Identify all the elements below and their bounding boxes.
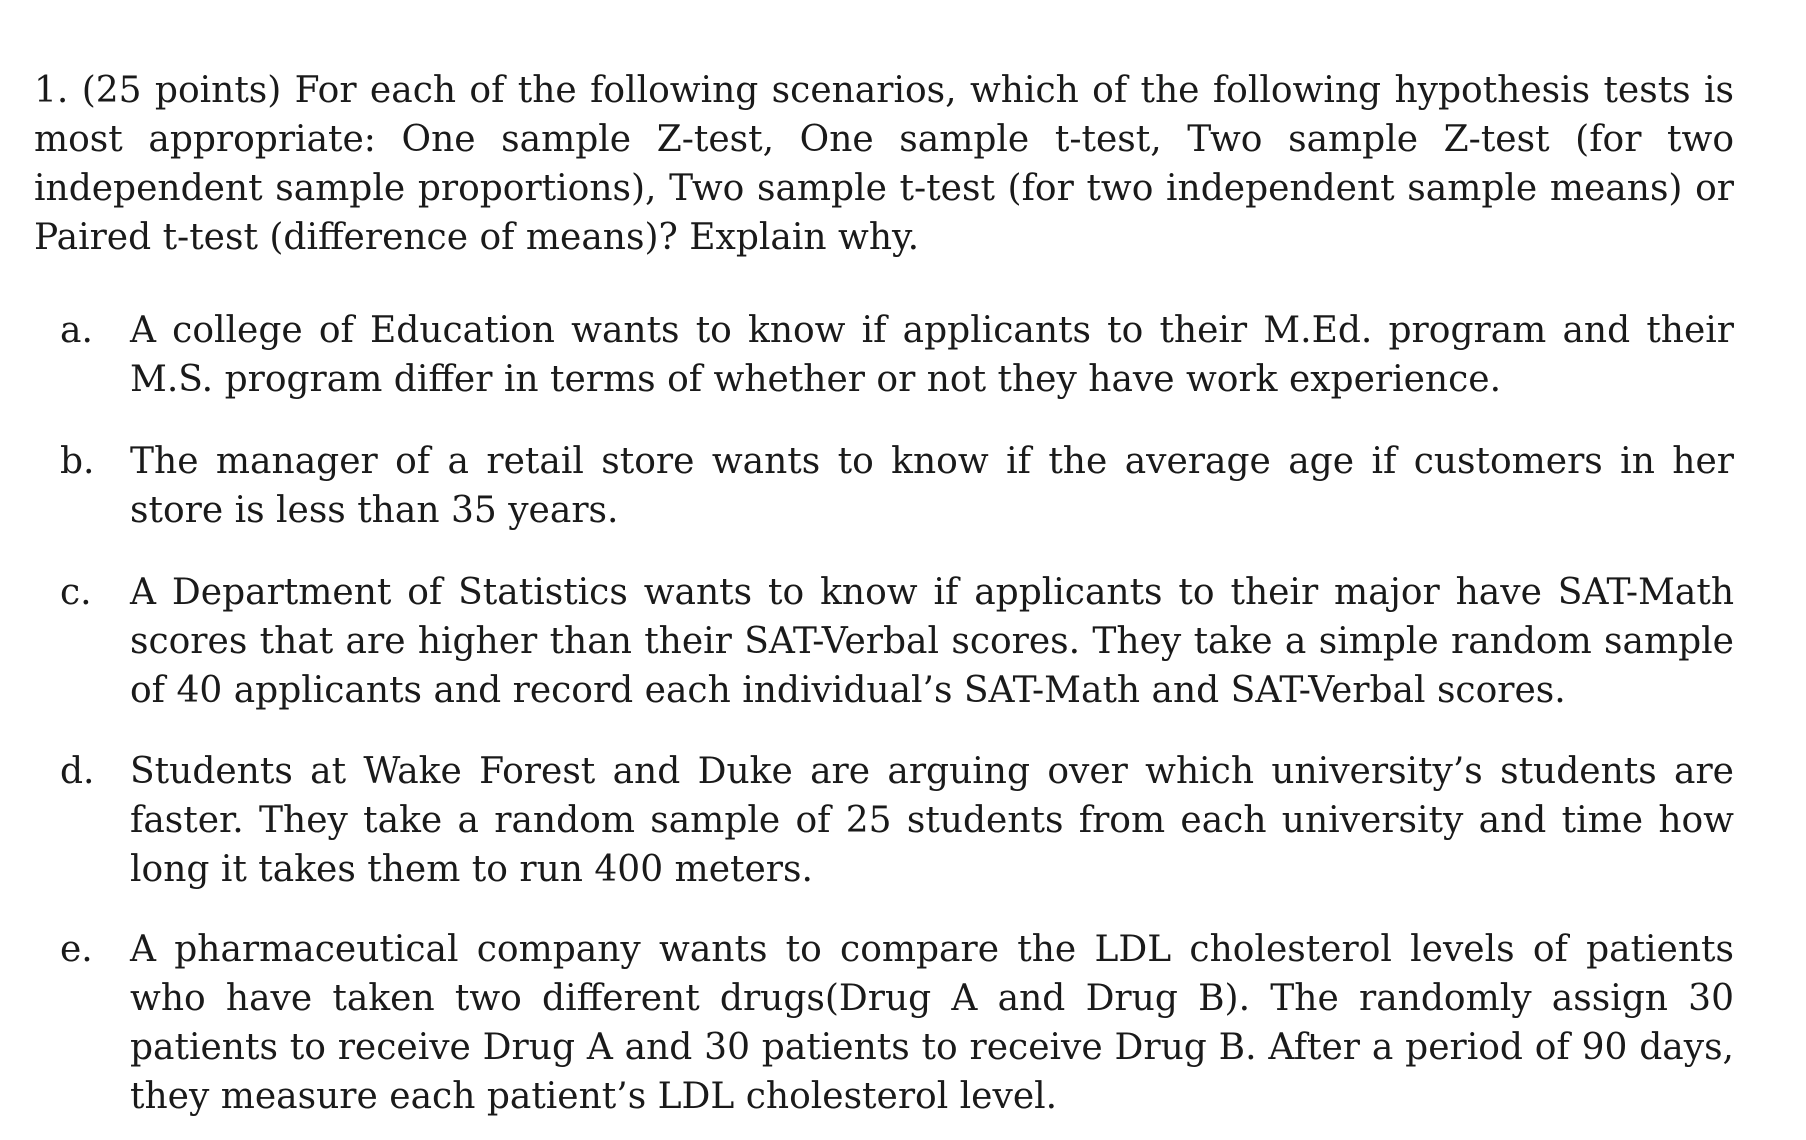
scenario-item-b: [60, 437, 1734, 535]
scenario-letter: c.: [60, 572, 92, 613]
scenario-item-a: [60, 306, 1734, 404]
scenario-item-c: [60, 568, 1734, 715]
scenario-text: Students at Wake Forest and Duke are arguing over which university’s students are faster. They take a random sample of 25 students from each university and time how long it takes them to run 400 meters.: [130, 751, 1734, 890]
scenario-letter: b.: [60, 441, 95, 482]
scenario-item-e: [60, 925, 1734, 1121]
scenario-text: A Department of Statistics wants to know if applicants to their major have SAT-Math scores that are higher than their SAT-Verbal scores. They take a simple random sample of 40 applicants and record each individual’s SAT-Math and SAT-Verbal scores.: [130, 572, 1734, 711]
scenario-letter: a.: [60, 310, 93, 351]
scenario-text: The manager of a retail store wants to know if the average age if customers in her store is less than 35 years.: [130, 441, 1734, 531]
scenario-text: A college of Education wants to know if applicants to their M.Ed. program and their M.S. program differ in terms of whether or not they have work experience.: [130, 310, 1734, 400]
question-prompt: 1. (25 points) For each of the following scenarios, which of the following hypothesis tests is most appropriate: One sample Z-test, One sample t-test, Two sample Z-test (for two independent sample proportions), Two sample t-test (for two independent sample means) or Paired t-test (difference of means)? Explain why.: [34, 70, 1734, 258]
scenario-item-d: [60, 747, 1734, 894]
scenario-text: A pharmaceutical company wants to compare the LDL cholesterol levels of patients who have taken two different drugs(Drug A and Drug B). The randomly assign 30 patients to receive Drug A and 30 patients to receive Drug B. After a period of 90 days, they measure each patient’s LDL cholesterol level.: [130, 929, 1734, 1117]
scenario-letter: d.: [60, 751, 95, 792]
scenario-letter: e.: [60, 929, 93, 970]
